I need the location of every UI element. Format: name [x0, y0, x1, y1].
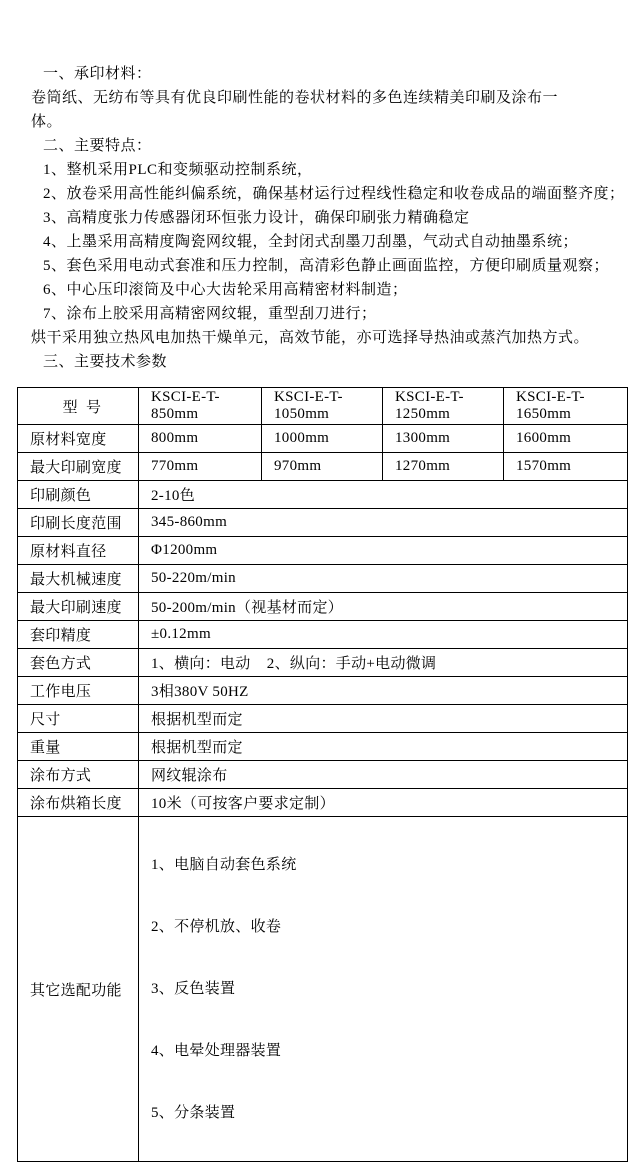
row-label: 原材料直径 — [18, 537, 139, 565]
option-item-5: 5、分条装置 — [151, 1105, 236, 1121]
cell-value: 970mm — [262, 453, 383, 481]
model-value: KSCI-E-T-1250mm — [383, 388, 504, 425]
cell-value: 345-860mm — [139, 509, 628, 537]
cell-value: 1000mm — [262, 425, 383, 453]
feature-item-4: 4、上墨采用高精度陶瓷网纹辊，全封闭式刮墨刀刮墨，气动式自动抽墨系统； — [43, 234, 579, 250]
model-value: KSCI-E-T-1050mm — [262, 388, 383, 425]
row-label: 最大印刷速度 — [18, 593, 139, 621]
cell-value: 770mm — [139, 453, 262, 481]
cell-value: 800mm — [139, 425, 262, 453]
table-row-optional-functions — [18, 817, 628, 1162]
table-row-coating-oven-length — [18, 789, 628, 817]
table-row-max-print-speed — [18, 593, 628, 621]
table-row-register-accuracy — [18, 621, 628, 649]
feature-item-3: 3、高精度张力传感器闭环恒张力设计，确保印刷张力精确稳定 — [43, 210, 470, 226]
feature-item-drying: 烘干采用独立热风电加热干燥单元，高效节能，亦可选择导热油或蒸汽加热方式。 — [31, 330, 590, 346]
table-row-dimensions — [18, 705, 628, 733]
cell-value: 50-220m/min — [139, 565, 628, 593]
row-label: 印刷颜色 — [18, 481, 139, 509]
table-row-coating-mode — [18, 761, 628, 789]
option-item-4: 4、电晕处理器装置 — [151, 1043, 282, 1059]
spec-table — [17, 387, 628, 1162]
model-value: KSCI-E-T-850mm — [139, 388, 262, 425]
feature-item-1: 1、整机采用PLC和变频驱动控制系统， — [43, 162, 313, 178]
table-row-max-print-width — [18, 453, 628, 481]
cell-value: 10米（可按客户要求定制） — [139, 789, 628, 817]
row-label: 其它选配功能 — [18, 817, 139, 1162]
row-label: 套印精度 — [18, 621, 139, 649]
feature-item-6: 6、中心压印滚筒及中心大齿轮采用高精密材料制造； — [43, 282, 408, 298]
row-label: 原材料宽度 — [18, 425, 139, 453]
cell-value: Φ1200mm — [139, 537, 628, 565]
table-row-weight — [18, 733, 628, 761]
table-row-model — [18, 388, 628, 425]
row-label: 工作电压 — [18, 677, 139, 705]
feature-item-7: 7、涂布上胶采用高精密网纹辊，重型刮刀进行； — [43, 306, 377, 322]
cell-value: 1300mm — [383, 425, 504, 453]
section-3-heading: 三、主要技术参数 — [43, 354, 168, 370]
table-row-material-diameter — [18, 537, 628, 565]
feature-item-5: 5、套色采用电动式套准和压力控制，高清彩色静止画面监控，方便印刷质量观察； — [43, 258, 610, 274]
document-body — [0, 0, 640, 374]
table-row-working-voltage — [18, 677, 628, 705]
model-value: KSCI-E-T-1650mm — [504, 388, 628, 425]
options-cell — [139, 817, 628, 1162]
row-label: 最大印刷宽度 — [18, 453, 139, 481]
row-label: 涂布烘箱长度 — [18, 789, 139, 817]
intro-text-line-2: 体。 — [31, 114, 63, 130]
cell-value: 1270mm — [383, 453, 504, 481]
intro-text-line-1: 卷筒纸、无纺布等具有优良印刷性能的卷状材料的多色连续精美印刷及涂布一 — [31, 90, 559, 106]
table-row-register-mode — [18, 649, 628, 677]
section-1-heading: 一、承印材料： — [43, 66, 152, 82]
cell-value: 根据机型而定 — [139, 705, 628, 733]
model-row-label: 型 号 — [18, 388, 139, 425]
row-label: 尺寸 — [18, 705, 139, 733]
cell-value: 3相380V 50HZ — [139, 677, 628, 705]
cell-value: 根据机型而定 — [139, 733, 628, 761]
cell-value: 2-10色 — [139, 481, 628, 509]
row-label: 印刷长度范围 — [18, 509, 139, 537]
table-row-material-width — [18, 425, 628, 453]
cell-value: 50-200m/min（视基材而定） — [139, 593, 628, 621]
table-row-print-length-range — [18, 509, 628, 537]
feature-item-2: 2、放卷采用高性能纠偏系统，确保基材运行过程线性稳定和收卷成品的端面整齐度； — [43, 186, 625, 202]
cell-value: 1、横向：电动 2、纵向：手动+电动微调 — [139, 649, 628, 677]
table-row-max-mechanical-speed — [18, 565, 628, 593]
cell-value: 网纹辊涂布 — [139, 761, 628, 789]
option-item-3: 3、反色装置 — [151, 981, 236, 997]
cell-value: ±0.12mm — [139, 621, 628, 649]
row-label: 套色方式 — [18, 649, 139, 677]
option-item-2: 2、不停机放、收卷 — [151, 919, 282, 935]
row-label: 重量 — [18, 733, 139, 761]
row-label: 最大机械速度 — [18, 565, 139, 593]
cell-value: 1600mm — [504, 425, 628, 453]
row-label: 涂布方式 — [18, 761, 139, 789]
table-row-print-colors — [18, 481, 628, 509]
section-2-heading: 二、主要特点： — [43, 138, 152, 154]
cell-value: 1570mm — [504, 453, 628, 481]
option-item-1: 1、电脑自动套色系统 — [151, 857, 297, 873]
